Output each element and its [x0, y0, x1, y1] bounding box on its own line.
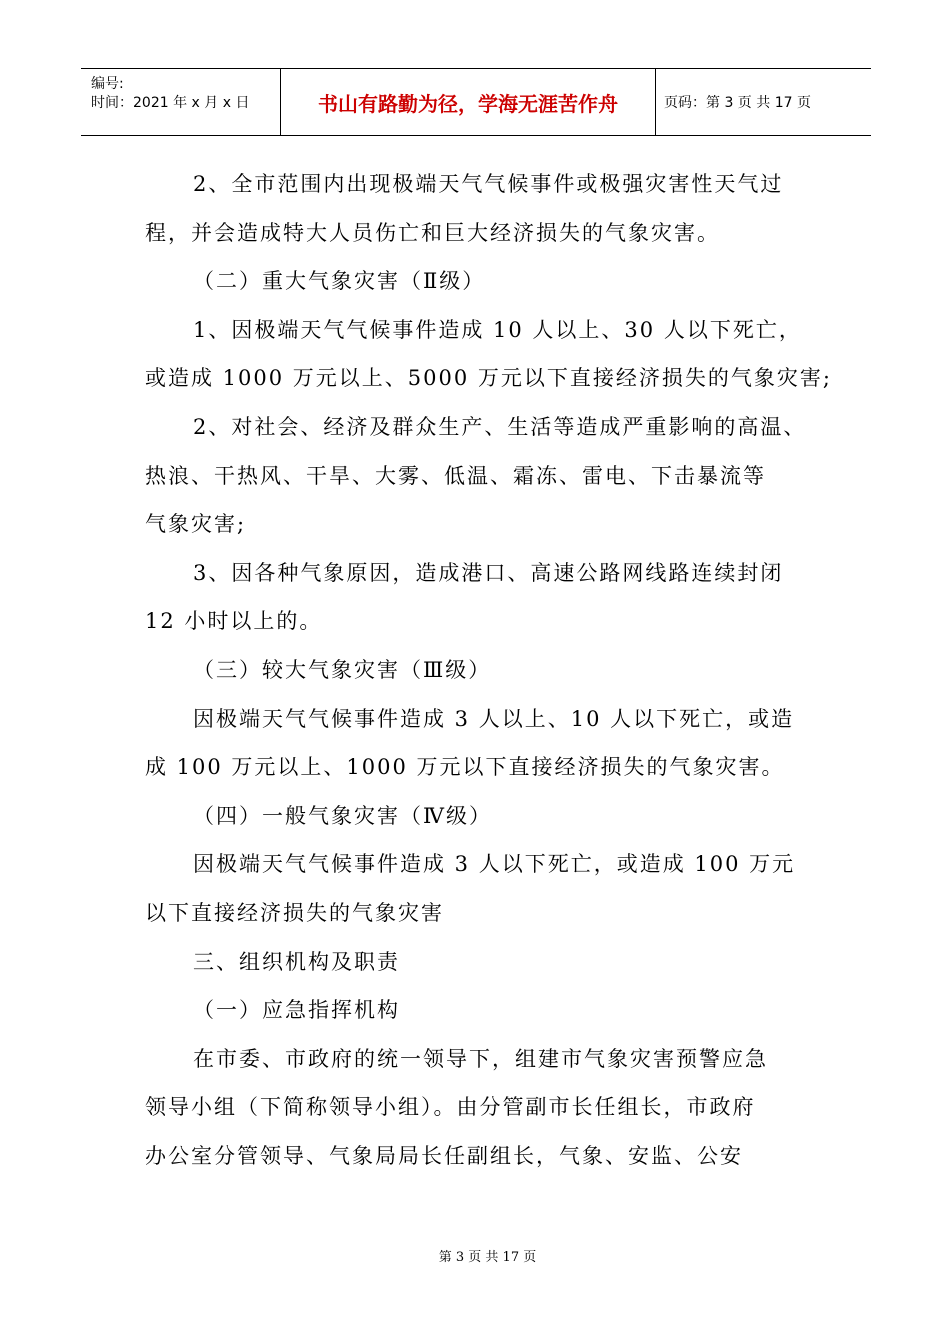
paragraph-line: 领导小组（下简称领导小组）。由分管副市长任组长，市政府	[145, 1095, 756, 1120]
page-header	[81, 68, 871, 136]
header-page-info: 页码：第 3 页 共 17 页	[664, 95, 811, 111]
section-heading: （一）应急指挥机构	[193, 998, 400, 1023]
paragraph-line: 热浪、干热风、干旱、大雾、低温、霜冻、雷电、下击暴流等	[145, 463, 766, 488]
paragraph-line: 在市委、市政府的统一领导下，组建市气象灾害预警应急	[193, 1046, 768, 1071]
paragraph-line: 因极端天气气候事件造成 3 人以上、10 人以下死亡，或造	[193, 706, 795, 731]
section-heading: （二）重大气象灾害（Ⅱ级）	[193, 269, 486, 294]
paragraph-line: 2、全市范围内出现极端天气气候事件或极强灾害性天气过	[193, 172, 784, 196]
paragraph-line: 3、因各种气象原因，造成港口、高速公路网线路连续封闭	[193, 560, 784, 585]
document-number-label: 编号:	[91, 76, 124, 92]
paragraph-line: 2、对社会、经济及群众生产、生活等造成严重影响的高温、	[193, 414, 807, 439]
paragraph-line: 气象灾害;	[145, 512, 247, 537]
document-time-label: 时间：2021 年 x 月 x 日	[91, 95, 250, 111]
paragraph-line: 以下直接经济损失的气象灾害	[145, 900, 444, 925]
document-body	[145, 160, 832, 1180]
paragraph-line: 程，并会造成特大人员伤亡和巨大经济损失的气象灾害。	[145, 220, 720, 245]
paragraph-line: 或造成 1000 万元以上、5000 万元以下直接经济损失的气象灾害;	[145, 366, 832, 391]
section-heading: （三）较大气象灾害（Ⅲ级）	[193, 657, 492, 682]
paragraph-line: 12 小时以上的。	[145, 609, 323, 634]
page-footer: 第 3 页 共 17 页	[438, 1250, 537, 1265]
paragraph-line: 成 100 万元以上、1000 万元以下直接经济损失的气象灾害。	[145, 755, 785, 780]
section-heading: （四）一般气象灾害（Ⅳ级）	[193, 803, 492, 828]
paragraph-line: 1、因极端天气气候事件造成 10 人以上、30 人以下死亡，	[193, 317, 802, 342]
paragraph-line: 因极端天气气候事件造成 3 人以下死亡，或造成 100 万元	[193, 852, 796, 877]
header-motto: 书山有路勤为径，学海无涯苦作舟	[281, 69, 656, 135]
chapter-heading: 三、组织机构及职责	[193, 949, 400, 974]
header-meta	[81, 69, 281, 135]
paragraph-line: 办公室分管领导、气象局局长任副组长，气象、安监、公安	[145, 1143, 743, 1168]
